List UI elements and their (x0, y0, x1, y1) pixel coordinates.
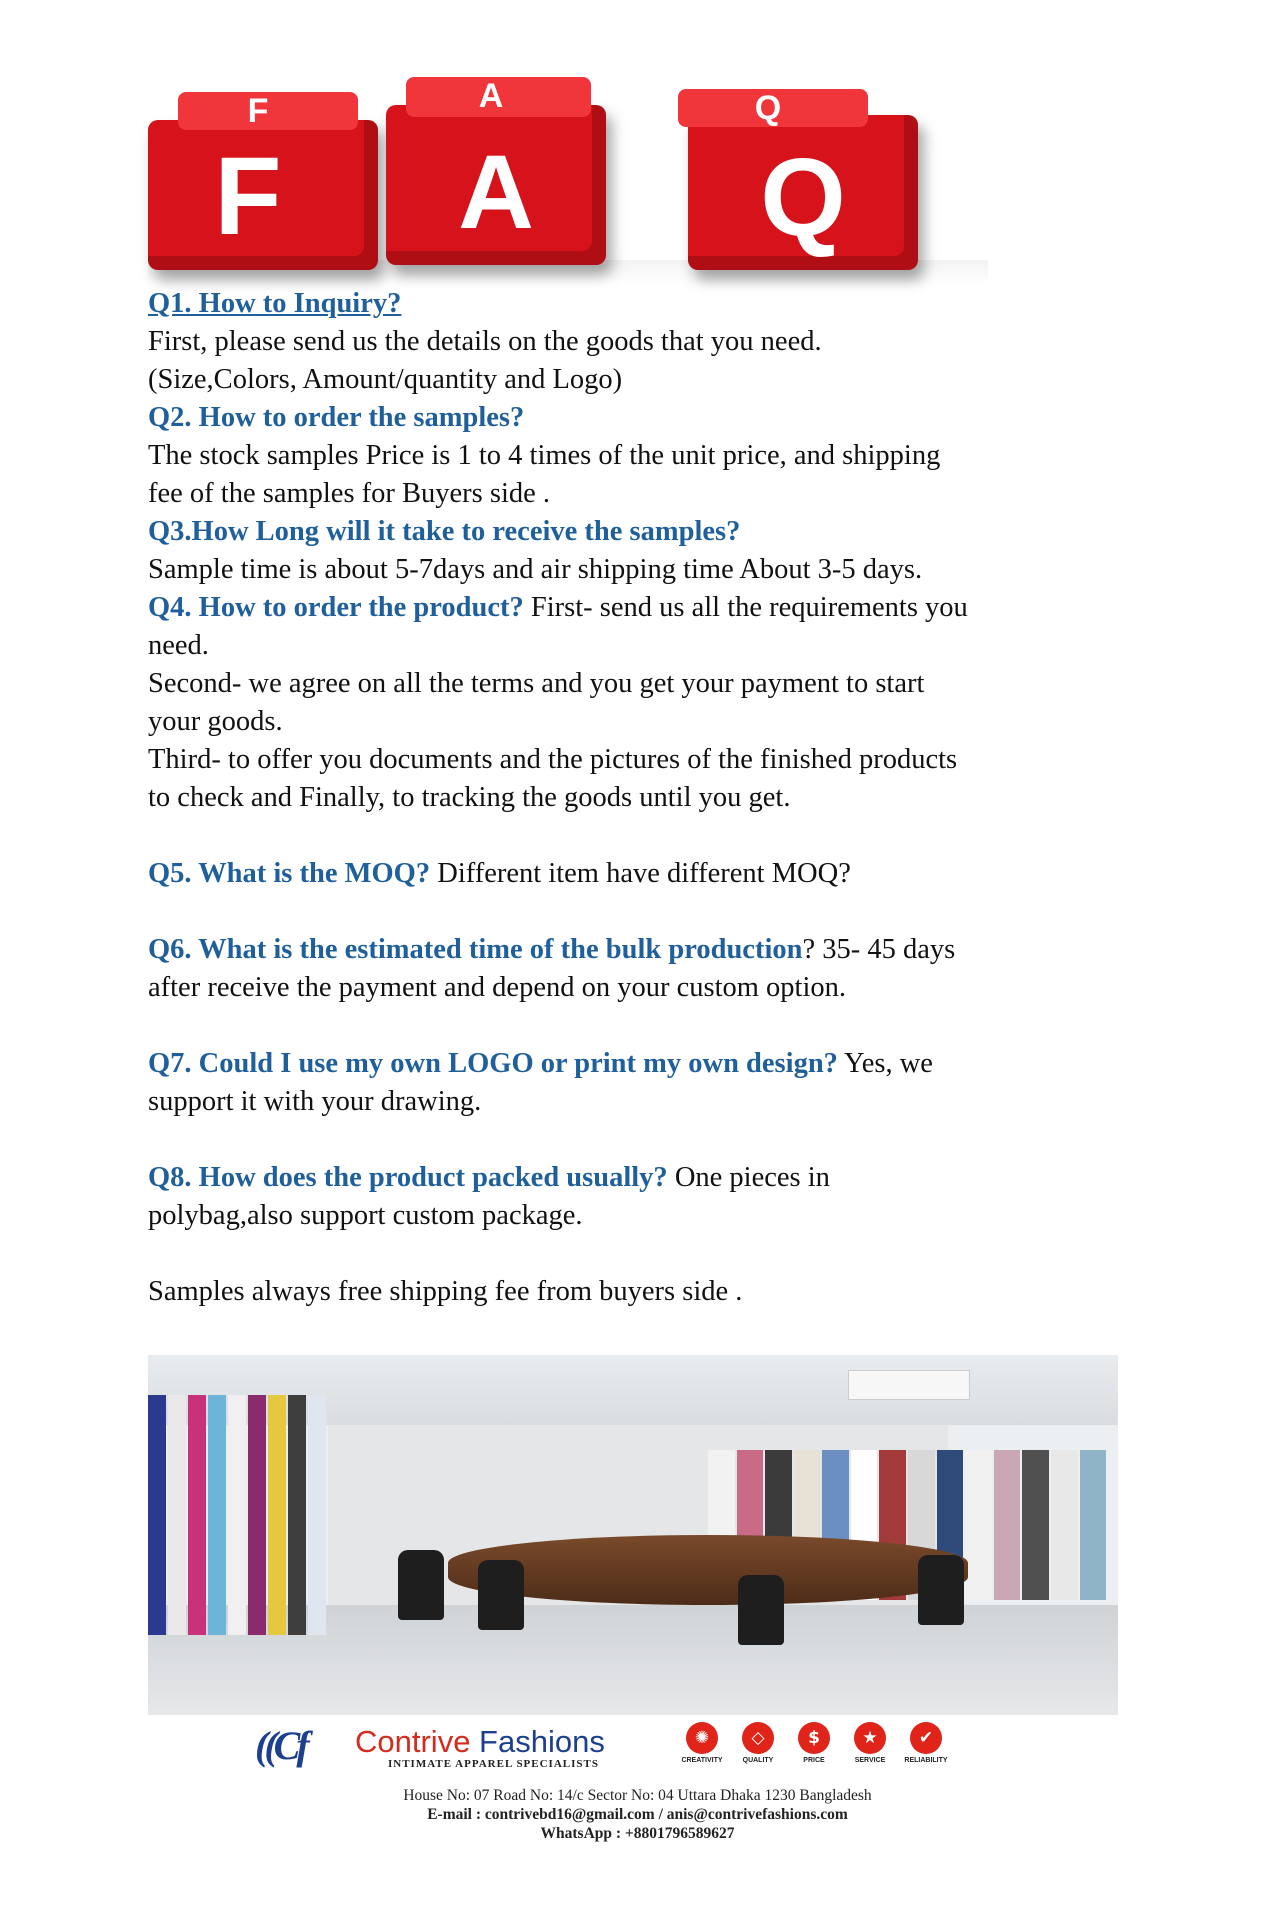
diamond-icon: ◇ (742, 1722, 774, 1754)
office-chair (918, 1555, 964, 1625)
q1-answer-line-1: First, please send us the details on the goods that you need. (148, 326, 822, 357)
value-badges (680, 1722, 980, 1774)
q2-answer-line-1: The stock samples Price is 1 to 4 times of the unit price, and shipping (148, 440, 941, 471)
badge-service: ★ SERVICE (848, 1722, 892, 1764)
q4-answer-line-2: Second- we agree on all the terms and you get your payment to start (148, 668, 925, 699)
q4-answer-line-1: need. (148, 630, 209, 661)
q8-answer-inline: One pieces in (667, 1162, 830, 1193)
stars-icon: ★ (854, 1722, 886, 1754)
check-icon: ✔ (910, 1722, 942, 1754)
q5-answer-inline: Different item have different MOQ? (430, 858, 851, 889)
q4-answer-inline: First- send us all the requirements you (523, 592, 968, 623)
contact-block (0, 1786, 1275, 1843)
q3-answer: Sample time is about 5-7days and air shipping time About 3-5 days. (148, 554, 923, 585)
badge-creativity: ✺ CREATIVITY (680, 1722, 724, 1764)
samples-note: Samples always free shipping fee from buyers side . (148, 1276, 743, 1307)
cube-q-top-letter: Q (754, 89, 782, 127)
q4-answer-line-3: your goods. (148, 706, 283, 737)
office-chair (478, 1560, 524, 1630)
faq-banner-image (148, 77, 988, 285)
cube-a-top-letter: A (478, 77, 504, 115)
q3-question: Q3.How Long will it take to receive the samples? (148, 516, 741, 547)
q6-answer-inline: ? 35- 45 days (802, 934, 956, 965)
air-conditioner (848, 1370, 970, 1400)
showroom-photo (148, 1355, 1118, 1715)
cube-a-letter: A (458, 134, 534, 251)
address-line: House No: 07 Road No: 14/c Sector No: 04 Uttara Dhaka 1230 Bangladesh (403, 1787, 872, 1804)
email-line: E-mail : contrivebd16@gmail.com / anis@contrivefashions.com (427, 1806, 848, 1823)
faq-content (148, 285, 1128, 1311)
q6-answer-line-1: after receive the payment and depend on your custom option. (148, 972, 847, 1003)
company-tagline: INTIMATE APPAREL SPECIALISTS (388, 1758, 599, 1770)
logo-mark: ((Cf (255, 1723, 306, 1768)
badge-quality: ◇ QUALITY (736, 1722, 780, 1764)
q4-answer-line-4: Third- to offer you documents and the pictures of the finished products (148, 744, 958, 775)
company-name: Contrive Fashions (355, 1724, 605, 1759)
company-logo (255, 1722, 975, 1774)
bulb-icon: ✺ (686, 1722, 718, 1754)
q4-question: Q4. How to order the product? (148, 592, 524, 623)
q7-question: Q7. Could I use my own LOGO or print my own design? (148, 1048, 838, 1079)
cube-q (688, 89, 918, 270)
q4-answer-line-5: to check and Finally, to tracking the goods until you get. (148, 782, 791, 813)
cube-q-letter: Q (760, 136, 846, 259)
cube-f-letter: F (214, 135, 282, 258)
q8-question: Q8. How does the product packed usually? (148, 1162, 668, 1193)
clothes-rack-left (148, 1395, 328, 1635)
badge-price: $ PRICE (792, 1722, 836, 1764)
office-chair (738, 1575, 784, 1645)
q6-question: Q6. What is the estimated time of the bulk production (148, 934, 803, 965)
q7-answer-inline: Yes, we (837, 1048, 933, 1079)
cube-f-top-letter: F (247, 92, 269, 130)
cube-a (386, 77, 606, 265)
q1-question: Q1. How to Inquiry? (148, 288, 402, 319)
dollar-icon: $ (798, 1722, 830, 1754)
cube-f (148, 92, 378, 270)
q1-answer-line-2: (Size,Colors, Amount/quantity and Logo) (148, 364, 623, 395)
q8-answer-line-1: polybag,also support custom package. (148, 1200, 583, 1231)
office-chair (398, 1550, 444, 1620)
q5-question: Q5. What is the MOQ? (148, 858, 431, 889)
whatsapp-line: WhatsApp : +8801796589627 (540, 1825, 735, 1842)
q2-answer-line-2: fee of the samples for Buyers side . (148, 478, 551, 509)
q7-answer-line-1: support it with your drawing. (148, 1086, 482, 1117)
badge-reliability: ✔ RELIABILITY (904, 1722, 948, 1764)
q2-question: Q2. How to order the samples? (148, 402, 525, 433)
conference-table (448, 1535, 968, 1605)
